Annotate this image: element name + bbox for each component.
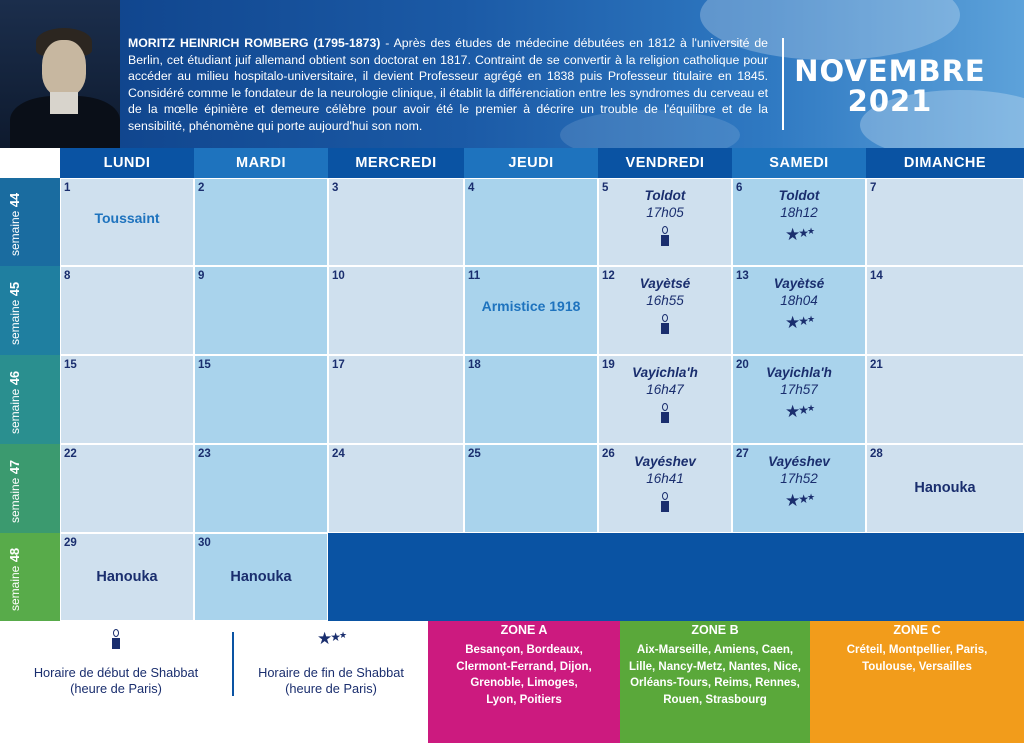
day-number: 17	[332, 359, 345, 371]
legend-start	[0, 621, 232, 743]
holiday-label: Hanouka	[96, 569, 158, 585]
week-label-text	[7, 282, 22, 345]
parasha-name: Vayéshev	[634, 454, 696, 469]
day-header-dimanche: DIMANCHE	[866, 148, 1024, 178]
day-number: 2	[198, 182, 205, 194]
day-number: 24	[332, 448, 345, 460]
candle-icon	[111, 629, 121, 649]
week-label	[0, 444, 60, 533]
day-number: 18	[468, 359, 481, 371]
day-cell[interactable]	[867, 356, 1023, 443]
day-cell[interactable]	[733, 445, 865, 532]
day-number: 15	[64, 359, 77, 371]
week-word: semaine	[8, 296, 22, 345]
day-number: 5	[602, 182, 609, 194]
week-label-text	[7, 371, 22, 434]
zone-a-cities: Besançon, Bordeaux, Clermont-Ferrand, Dijon, Grenoble, Limoges, Lyon, Poitiers	[456, 644, 592, 706]
legend-end-label: Horaire de fin de Shabbat (heure de Paris)	[258, 665, 404, 696]
week-word: semaine	[8, 562, 22, 611]
day-header-mardi: MARDI	[194, 148, 328, 178]
shabbat-time: 17h05	[646, 205, 684, 220]
day-number: 11	[468, 270, 481, 282]
candle-icon	[660, 492, 670, 512]
zone-c-title: ZONE C	[893, 623, 941, 637]
day-number: 8	[64, 270, 71, 282]
year: 2021	[847, 84, 933, 118]
parasha-name: Vayéshev	[768, 454, 830, 469]
holiday-label: Toussaint	[94, 210, 160, 226]
day-number: 23	[198, 448, 211, 460]
day-cell[interactable]	[195, 267, 327, 354]
week-word: semaine	[8, 385, 22, 434]
day-header-samedi: SAMEDI	[732, 148, 866, 178]
day-cell[interactable]	[61, 356, 193, 443]
day-number: 20	[736, 359, 749, 371]
portrait-image	[0, 0, 120, 148]
parasha-info	[733, 364, 865, 398]
zone-c-cities: Créteil, Montpellier, Paris, Toulouse, Versailles	[846, 644, 988, 673]
day-cell[interactable]	[465, 267, 597, 354]
day-number: 29	[64, 537, 77, 549]
day-cell[interactable]	[867, 267, 1023, 354]
legend-end	[234, 621, 428, 743]
shabbat-time: 17h52	[780, 471, 818, 486]
day-cell[interactable]	[195, 445, 327, 532]
day-cell[interactable]	[195, 534, 327, 620]
three-stars-icon: ★★★	[784, 225, 814, 244]
day-number: 7	[870, 182, 877, 194]
month-title	[790, 56, 990, 116]
parasha-name: Toldot	[778, 188, 820, 203]
day-cell[interactable]	[329, 445, 463, 532]
week-number: 46	[7, 370, 22, 386]
day-cell[interactable]	[599, 179, 731, 265]
zone-a-title: ZONE A	[500, 623, 548, 637]
day-cell[interactable]	[733, 356, 865, 443]
parasha-info	[733, 453, 865, 487]
parasha-info	[599, 453, 731, 487]
week-number: 47	[7, 459, 22, 475]
day-cell[interactable]	[61, 179, 193, 265]
day-number: 15	[198, 359, 211, 371]
week-label-text	[7, 548, 22, 611]
parasha-name: Vayètsé	[639, 276, 691, 291]
day-cell[interactable]	[61, 445, 193, 532]
holiday-label: Hanouka	[914, 480, 976, 496]
zone-a	[428, 621, 620, 743]
day-cell[interactable]	[465, 445, 597, 532]
day-number: 1	[64, 182, 71, 194]
day-cell[interactable]	[599, 267, 731, 354]
day-cell[interactable]	[329, 356, 463, 443]
week-label	[0, 266, 60, 355]
shabbat-time: 16h47	[646, 382, 684, 397]
day-cell[interactable]	[195, 179, 327, 265]
day-number: 12	[602, 270, 615, 282]
day-cell[interactable]	[465, 356, 597, 443]
month-name: NOVEMBRE	[794, 54, 986, 88]
day-number: 25	[468, 448, 481, 460]
day-cell[interactable]	[195, 356, 327, 443]
day-header-vendredi: VENDREDI	[598, 148, 732, 178]
day-number: 27	[736, 448, 749, 460]
three-stars-icon: ★★★	[784, 491, 814, 510]
parasha-info	[733, 275, 865, 309]
shabbat-time: 18h04	[780, 293, 818, 308]
bio-name: MORITZ HEINRICH ROMBERG (1795-1873)	[128, 36, 381, 50]
empty-month-block	[328, 533, 1024, 621]
three-stars-icon: ★★★	[784, 402, 814, 421]
bio-body: - Après des études de médecine débutées en 1812 à l'université de Berlin, cet étudiant juif allemand obtient son doctorat en 1817. Contraint de se convertir à la religion catholique pour accéder au milieu hospitalo-universitaire, il devient Professeur agrégé en 1838 puis Professeur titulaire en 1845. Considéré comme le fondateur de la neurologie clinique, il établit la différenciation entre les syndromes du cerveau et de la mœlle épinière et demeure célèbre pour avoir été le premier à décrire un trouble de l'équilibre et de la sensibilité, phénomène qui porte aujourd'hui son nom.	[128, 36, 769, 133]
day-header-mercredi: MERCREDI	[328, 148, 464, 178]
week-number: 44	[7, 192, 22, 208]
parasha-name: Vayichla'h	[766, 365, 832, 380]
day-cell[interactable]	[867, 179, 1023, 265]
three-stars-icon: ★★★	[316, 629, 346, 648]
day-number: 6	[736, 182, 743, 194]
week-label-text	[7, 193, 22, 256]
header-corner	[0, 148, 60, 178]
shabbat-time: 18h12	[780, 205, 818, 220]
zone-c	[810, 621, 1024, 743]
parasha-info	[599, 364, 731, 398]
week-number: 45	[7, 281, 22, 297]
candle-icon	[660, 226, 670, 246]
day-header-lundi: LUNDI	[60, 148, 194, 178]
day-cell[interactable]	[329, 267, 463, 354]
day-number: 22	[64, 448, 77, 460]
header-banner	[0, 0, 1024, 148]
parasha-name: Vayètsé	[773, 276, 825, 291]
holiday-label: Armistice 1918	[481, 298, 581, 314]
day-number: 30	[198, 537, 211, 549]
shabbat-time: 17h57	[780, 382, 818, 397]
zone-b	[620, 621, 810, 743]
day-cell[interactable]	[465, 179, 597, 265]
parasha-info	[733, 187, 865, 221]
parasha-info	[599, 275, 731, 309]
shabbat-time: 16h41	[646, 471, 684, 486]
shabbat-time: 16h55	[646, 293, 684, 308]
parasha-info	[599, 187, 731, 221]
day-number: 4	[468, 182, 475, 194]
three-stars-icon: ★★★	[784, 313, 814, 332]
day-cell[interactable]	[599, 356, 731, 443]
day-number: 13	[736, 270, 749, 282]
candle-icon	[660, 314, 670, 334]
zone-b-cities: Aix-Marseille, Amiens, Caen, Lille, Nancy-Metz, Nantes, Nice, Orléans-Tours, Reims, Rennes, Rouen, Strasbourg	[629, 644, 801, 706]
holiday-label: Hanouka	[230, 569, 292, 585]
zone-b-title: ZONE B	[691, 623, 739, 637]
day-number: 26	[602, 448, 615, 460]
week-number: 48	[7, 547, 22, 563]
biography-text	[128, 35, 768, 134]
day-number: 28	[870, 448, 883, 460]
day-number: 9	[198, 270, 205, 282]
day-cell[interactable]	[61, 267, 193, 354]
day-number: 10	[332, 270, 345, 282]
day-cell[interactable]	[733, 267, 865, 354]
day-number: 21	[870, 359, 883, 371]
day-number: 19	[602, 359, 615, 371]
parasha-name: Vayichla'h	[632, 365, 698, 380]
week-label-text	[7, 460, 22, 523]
header-divider	[782, 38, 784, 130]
day-header-jeudi: JEUDI	[464, 148, 598, 178]
day-cell[interactable]	[599, 445, 731, 532]
candle-icon	[660, 403, 670, 423]
day-cell[interactable]	[61, 534, 193, 620]
week-label	[0, 533, 60, 621]
week-label	[0, 178, 60, 266]
day-cell[interactable]	[867, 445, 1023, 532]
legend-start-label: Horaire de début de Shabbat (heure de Paris)	[33, 665, 199, 696]
day-number: 3	[332, 182, 339, 194]
day-cell[interactable]	[733, 179, 865, 265]
week-word: semaine	[8, 207, 22, 256]
week-word: semaine	[8, 474, 22, 523]
day-cell[interactable]	[329, 179, 463, 265]
parasha-name: Toldot	[644, 188, 686, 203]
week-label	[0, 355, 60, 444]
day-number: 14	[870, 270, 883, 282]
